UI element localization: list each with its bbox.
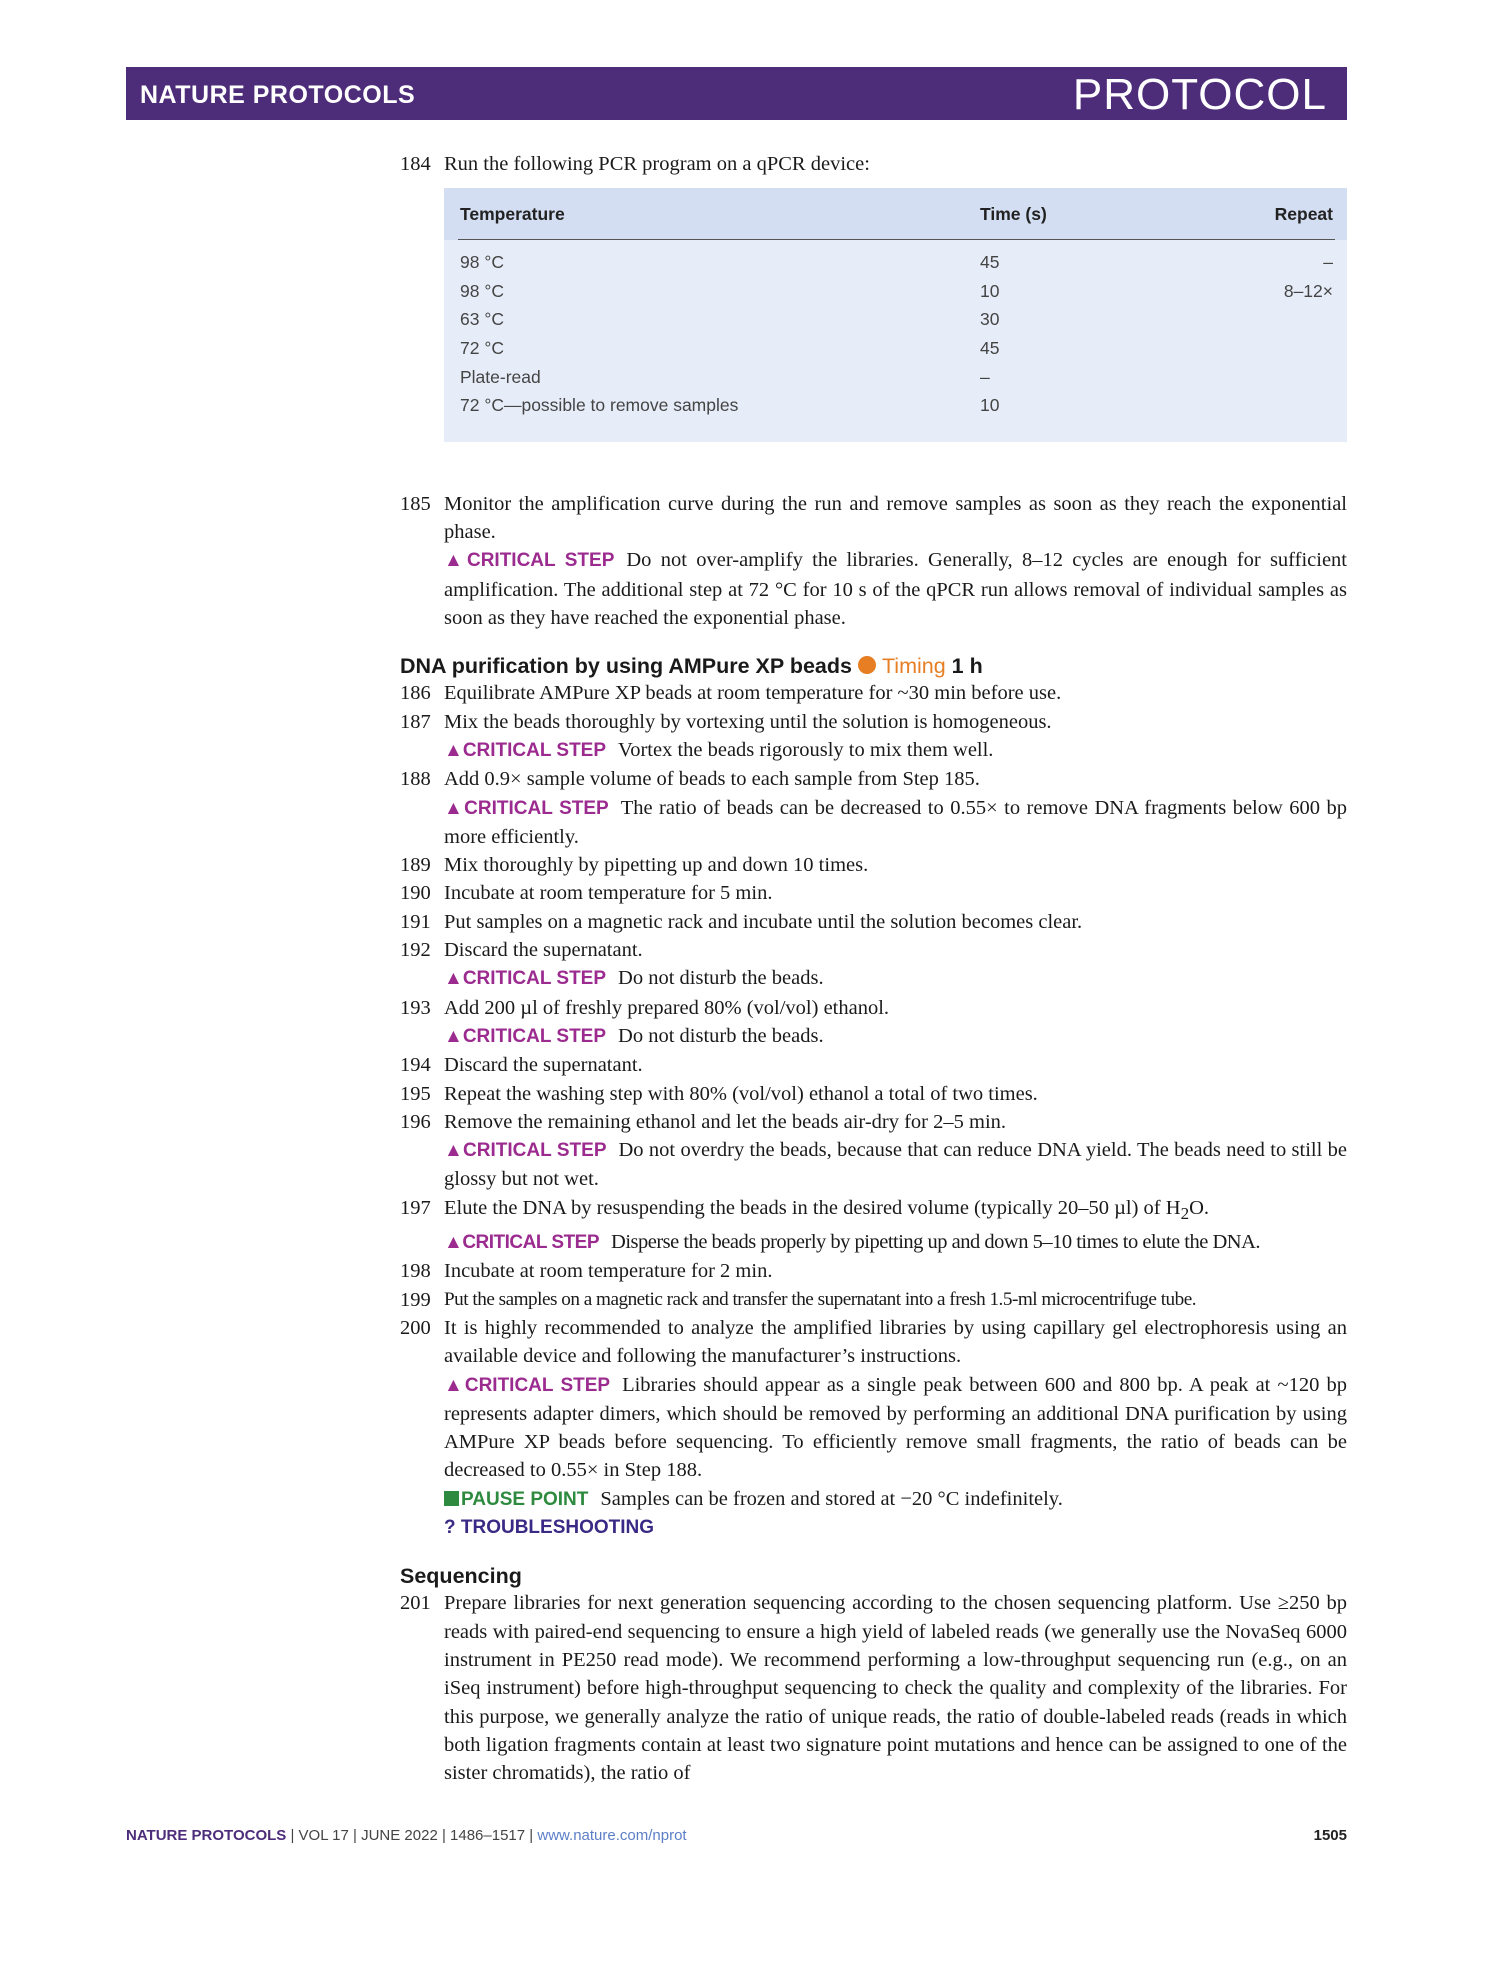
step-198 [400,1257,1347,1285]
critical-step-label: ▲CRITICAL STEP [444,797,609,819]
step-number: 197 [400,1196,431,1219]
critical-step-note [444,1136,1347,1194]
table-header [444,188,1347,240]
step-number: 187 [400,710,431,733]
footer-volume: VOL 17 [298,1827,349,1844]
step-text: Add 200 µl of freshly prepared 80% (vol/vol) ethanol. [444,996,890,1019]
warning-triangle-icon: ▲ [444,550,467,572]
step-number: 196 [400,1110,431,1133]
critical-step-text: Do not disturb the beads. [618,1024,824,1047]
step-184 [400,150,1347,178]
table-row [444,305,1347,334]
pause-point-label: PAUSE POINT [444,1489,588,1510]
critical-step-note [444,1371,1347,1485]
step-text: Elute the DNA by resuspending the beads in the desired volume (typically 20–50 µl) of $H_2O$. [444,1196,1210,1223]
step-196 [400,1108,1347,1194]
step-201 [400,1589,1347,1787]
step-number: 191 [400,910,431,933]
step-number: 185 [400,492,431,515]
section-heading-dna-purification: DNA purification by using AMPure XP beads Timing 1 h [400,654,983,679]
critical-step-label: ▲CRITICAL STEP [444,968,607,990]
step-185 [400,490,1347,632]
step-text: Run the following PCR program on a qPCR device: [444,153,870,175]
step-number: 193 [400,996,431,1019]
warning-triangle-icon: ▲ [444,739,463,761]
table-row [444,277,1347,306]
cell-temperature: 98 °C [460,280,504,301]
cell-time: 45 [980,338,1000,359]
critical-step-label: ▲CRITICAL STEP [444,1025,607,1047]
pause-square-icon [444,1491,459,1506]
header-temperature: Temperature [460,204,565,225]
step-text: Incubate at room temperature for 2 min. [444,1260,773,1283]
critical-step-label: ▲CRITICAL STEP [444,550,615,572]
critical-step-label: ▲CRITICAL STEP [444,1232,600,1254]
warning-triangle-icon: ▲ [444,1232,463,1254]
step-text: Repeat the washing step with 80% (vol/vol) ethanol a total of two times. [444,1082,1038,1105]
step-197 [400,1194,1347,1258]
step-number: 201 [400,1592,431,1615]
critical-step-note [444,964,1347,993]
journal-title: NATURE PROTOCOLS [140,81,416,109]
step-text: Monitor the amplification curve during the run and remove samples as soon as they reach the exponential phase. [444,492,1347,544]
step-number: 192 [400,939,431,962]
table-row [444,334,1347,363]
cell-temperature: 63 °C [460,309,504,330]
step-text: Add 0.9× sample volume of beads to each sample from Step 185. [444,768,980,791]
critical-step-text: Libraries should appear as a single peak between 600 and 800 bp. A peak at ~120 bp represents adapter dimers, which should be removed by performing an additional DNA purification by using AMPure XP beads before sequencing. To efficiently remove small fragments, the ratio of beads can be decreased to 0.55× in Step 188. [444,1373,1348,1482]
step-193 [400,994,1347,1052]
step-text: Prepare libraries for next generation sequencing according to the chosen sequencing platform. Use ≥250 bp reads with paired-end sequencing to ensure a high yield of labeled reads (we generally use the NovaSeq 6000 instrument in PE250 read mode). We recommend performing a low-throughput sequencing run (e.g., on an iSeq instrument) before high-throughput sequencing to check the quality and complexity of the libraries. For this purpose, we generally analyze the ratio of unique reads, the ratio of double-labeled reads (reads in which both ligation fragments contain at least two signature point mutations and hence can be assigned to one of the sister chromatids), the ratio of [444,1592,1347,1785]
step-number: 194 [400,1054,431,1077]
step-text: Discard the supernatant. [444,939,643,962]
warning-triangle-icon: ▲ [444,1025,463,1047]
section-heading-sequencing: Sequencing [400,1564,522,1589]
timing-label: Timing [881,654,946,679]
table-row [444,391,1347,420]
page-number: 1505 [1313,1827,1347,1844]
step-190 [400,879,1347,907]
step-187 [400,708,1347,766]
step-number: 189 [400,854,431,877]
step-186 [400,679,1347,707]
cell-repeat: – [1323,252,1333,273]
table-row [444,248,1347,277]
page-footer: NATURE PROTOCOLS | VOL 17 | JUNE 2022 | 1486–1517 | www.nature.com/nprot 1505 [126,1827,1347,1844]
warning-triangle-icon: ▲ [444,1140,464,1162]
timing-dot-icon [858,656,876,674]
step-text: Mix the beads thoroughly by vortexing until the solution is homogeneous. [444,710,1052,733]
footer-journal: NATURE PROTOCOLS [126,1827,287,1844]
footer-pages: 1486–1517 [450,1827,526,1844]
warning-triangle-icon: ▲ [444,797,465,819]
step-188 [400,765,1347,851]
critical-step-text: Do not disturb the beads. [618,967,824,990]
step-192 [400,936,1347,994]
footer-url-link[interactable]: www.nature.com/nprot [537,1827,687,1844]
cell-temperature: Plate-read [460,366,541,387]
critical-step-text: The ratio of beads can be decreased to 0.55× to remove DNA fragments below 600 bp more efficiently. [444,796,1347,848]
critical-step-text: Disperse the beads properly by pipetting up and down 5–10 times to elute the DNA. [611,1231,1260,1254]
main-content [400,150,1347,1787]
step-number: 188 [400,768,431,791]
timing-value: 1 h [951,654,983,679]
step-number: 198 [400,1260,431,1283]
step-195 [400,1080,1347,1108]
cell-time: 30 [980,309,1000,330]
step-text: Equilibrate AMPure XP beads at room temperature for ~30 min before use. [444,682,1062,705]
step-text: Remove the remaining ethanol and let the beads air-dry for 2–5 min. [444,1110,1007,1133]
article-type: PROTOCOL [1072,70,1327,119]
step-199 [400,1286,1347,1314]
cell-temperature: 72 °C—possible to remove samples [460,395,739,416]
step-number: 184 [400,153,431,175]
cell-time: 10 [980,395,1000,416]
step-number: 186 [400,682,431,705]
step-number: 195 [400,1082,431,1105]
critical-step-note [444,1022,1347,1051]
critical-step-note [444,546,1347,632]
cell-repeat: 8–12× [1283,280,1333,301]
troubleshooting-link[interactable]: ? TROUBLESHOOTING [444,1517,655,1539]
table-row [444,363,1347,392]
step-number: 190 [400,882,431,905]
step-189 [400,851,1347,879]
step-text: Mix thoroughly by pipetting up and down 10 times. [444,854,869,877]
warning-triangle-icon: ▲ [444,1374,465,1396]
critical-step-note [444,1228,1347,1257]
critical-step-label: ▲CRITICAL STEP [444,739,607,761]
critical-step-label: ▲CRITICAL STEP [444,1140,607,1162]
step-text: It is highly recommended to analyze the amplified libraries by using capillary gel electrophoresis using an available device and following the manufacturer’s instructions. [444,1316,1347,1368]
critical-step-note [444,736,1347,765]
pause-point-note [444,1485,1347,1514]
step-194 [400,1051,1347,1079]
header-bar [126,67,1347,120]
pcr-program-table [444,188,1347,442]
step-number: 200 [400,1316,431,1339]
critical-step-text: Vortex the beads rigorously to mix them well. [618,738,994,761]
cell-time: – [980,366,990,387]
header-repeat: Repeat [1274,204,1333,225]
step-191 [400,908,1347,936]
pause-point-text: Samples can be frozen and stored at −20 °C indefinitely. [600,1487,1063,1510]
header-time: Time (s) [980,204,1047,225]
step-text: Put the samples on a magnetic rack and transfer the supernatant into a fresh 1.5-ml microcentrifuge tube. [444,1288,1197,1310]
critical-step-label: ▲CRITICAL STEP [444,1374,611,1396]
cell-time: 10 [980,280,1000,301]
step-text: Put samples on a magnetic rack and incubate until the solution becomes clear. [444,910,1083,933]
step-200 [400,1314,1347,1542]
warning-triangle-icon: ▲ [444,968,463,990]
cell-temperature: 72 °C [460,338,504,359]
critical-step-note [444,794,1347,852]
critical-step-text: Do not over-amplify the libraries. Generally, 8–12 cycles are enough for sufficient amplification. The additional step at 72 °C for 10 s of the qPCR run allows removal of individual samples as soon as they have reached the exponential phase. [444,549,1347,630]
cell-temperature: 98 °C [460,252,504,273]
critical-step-text: Do not overdry the beads, because that can reduce DNA yield. The beads need to still be glossy but not wet. [444,1139,1348,1191]
step-number: 199 [400,1288,431,1311]
step-text: Discard the supernatant. [444,1054,643,1077]
cell-time: 45 [980,252,1000,273]
step-text: Incubate at room temperature for 5 min. [444,882,773,905]
footer-date: JUNE 2022 [361,1827,438,1844]
